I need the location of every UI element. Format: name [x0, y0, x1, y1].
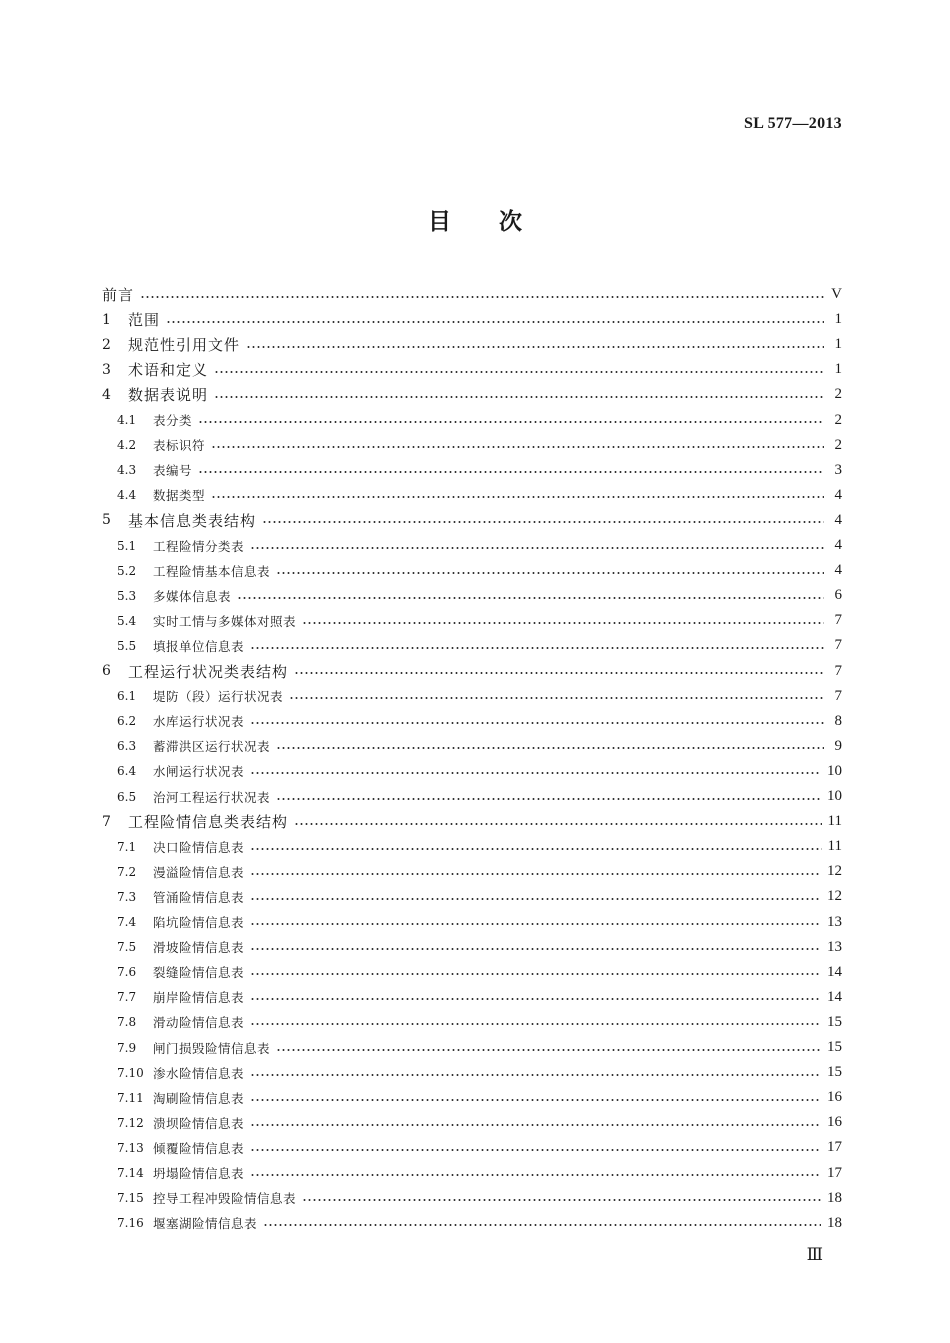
toc-entry-number: 7.10: [117, 1065, 144, 1080]
dot-leader: [140, 296, 824, 298]
toc-entry-page: 2: [834, 436, 842, 453]
toc-entry-number: 7.7: [117, 990, 137, 1005]
toc-entry-number: 6.4: [117, 764, 137, 779]
toc-entry[interactable]: [117, 1010, 842, 1035]
dot-leader: [250, 547, 824, 549]
toc-entry[interactable]: [102, 659, 842, 684]
toc-entry-label: 实时工情与多媒体对照表: [153, 613, 297, 629]
toc-entry[interactable]: [117, 583, 842, 608]
toc-entry-label: 表分类: [153, 413, 193, 428]
toc-entry[interactable]: [117, 1211, 842, 1236]
toc-entry[interactable]: [117, 1060, 842, 1085]
toc-entry[interactable]: [117, 759, 842, 784]
toc-entry-number: 7.12: [117, 1115, 144, 1130]
toc-entry-label: 溃坝险情信息表: [153, 1115, 245, 1131]
toc-entry-page: 4: [834, 511, 842, 528]
toc-entry-label: 治河工程运行状况表: [153, 789, 271, 805]
dot-leader: [250, 1149, 821, 1151]
toc-entry-page: 4: [834, 562, 842, 579]
dot-leader: [198, 421, 824, 423]
toc-entry-label: 管涌险情信息表: [153, 889, 245, 905]
dot-leader: [250, 1124, 821, 1126]
toc-entry[interactable]: [117, 458, 842, 483]
toc-entry-page: 14: [827, 988, 842, 1005]
toc-entry[interactable]: [117, 1085, 842, 1110]
toc-entry[interactable]: [117, 533, 842, 558]
toc-entry-page: 16: [827, 1089, 842, 1106]
toc-entry-page: 11: [827, 813, 842, 830]
toc-entry[interactable]: [117, 408, 842, 433]
dot-leader: [294, 672, 824, 674]
dot-leader: [294, 823, 822, 825]
toc-entry-page: 12: [827, 863, 842, 880]
toc-entry-label: 水闸运行状况表: [153, 764, 245, 780]
toc-entry-label: 堤防（段）运行状况表: [153, 689, 284, 705]
toc-entry-label: 裂缝险情信息表: [153, 965, 245, 981]
dot-leader: [250, 923, 821, 925]
toc-entry-label: 倾覆险情信息表: [153, 1140, 245, 1156]
toc-entry[interactable]: [117, 558, 842, 583]
toc-entry[interactable]: [117, 1035, 842, 1060]
toc-entry-page: 9: [834, 737, 842, 754]
toc-entry-page: 11: [827, 838, 842, 855]
toc-entry[interactable]: [117, 1186, 842, 1211]
toc-entry[interactable]: [102, 809, 842, 834]
toc-entry-number: 7.5: [117, 940, 137, 955]
toc-entry-number: 4: [102, 386, 111, 403]
toc-entry-page: 17: [827, 1139, 842, 1156]
toc-entry-page: 10: [827, 788, 842, 804]
toc-entry-number: 5: [102, 512, 111, 529]
toc-entry-page: 1: [834, 336, 842, 353]
toc-entry-page: 2: [834, 411, 842, 428]
dot-leader: [276, 798, 821, 800]
toc-entry-number: 7.1: [117, 839, 137, 854]
dot-leader: [250, 1099, 821, 1101]
toc-entry-page: 18: [827, 1214, 842, 1231]
toc-entry[interactable]: [117, 985, 842, 1010]
page-number: Ⅲ: [806, 1245, 823, 1264]
toc-entry-number: 5.5: [117, 638, 137, 653]
dot-leader: [214, 371, 824, 373]
toc-entry-label: 堰塞湖险情信息表: [153, 1216, 258, 1232]
standard-code: SL 577—2013: [744, 115, 842, 132]
toc-entry-label: 闸门损毁险情信息表: [153, 1040, 271, 1056]
toc-entry-label: 蓄滞洪区运行状况表: [153, 739, 271, 755]
dot-leader: [262, 521, 824, 523]
toc-entry-page: 7: [834, 637, 842, 654]
toc-entry[interactable]: [117, 1135, 842, 1160]
dot-leader: [250, 898, 821, 900]
toc-entry-label: 填报单位信息表: [153, 638, 245, 654]
toc-entry-number: 6.1: [117, 689, 137, 704]
toc-entry-label: 滑动险情信息表: [153, 1015, 245, 1031]
dot-leader: [289, 697, 824, 699]
dot-leader: [250, 1023, 821, 1025]
toc-entry-label: 漫溢险情信息表: [153, 864, 245, 880]
toc-entry-label: 数据类型: [153, 488, 206, 504]
toc-entry[interactable]: [117, 734, 842, 759]
toc-entry-page: 1: [834, 361, 842, 378]
toc-entry-label: 滑坡险情信息表: [153, 940, 245, 956]
dot-leader: [276, 747, 824, 749]
toc-entry-label: 工程险情基本信息表: [153, 563, 271, 579]
dot-leader: [250, 873, 821, 875]
toc-entry[interactable]: [117, 1110, 842, 1135]
toc-entry-label: 工程险情信息类表结构: [128, 813, 289, 832]
toc-entry-page: 2: [834, 386, 842, 403]
toc-entry-page: 15: [827, 1039, 842, 1055]
toc-entry[interactable]: [102, 382, 842, 407]
toc-entry-page: 15: [827, 1064, 842, 1081]
toc-entry[interactable]: [102, 332, 842, 357]
toc-entry-page: V: [831, 286, 842, 302]
dot-leader: [276, 1049, 821, 1051]
dot-leader: [166, 321, 824, 323]
toc-entry-page: 14: [827, 963, 842, 980]
toc-entry-label: 渗水险情信息表: [153, 1065, 245, 1081]
toc-entry-number: 4.3: [117, 463, 137, 478]
toc-entry[interactable]: [117, 483, 842, 508]
dot-leader: [302, 1199, 821, 1201]
toc-entry-page: 12: [827, 888, 842, 905]
dot-leader: [250, 848, 822, 850]
toc-entry-page: 16: [827, 1114, 842, 1131]
toc-entry[interactable]: [117, 834, 842, 859]
toc-entry-page: 4: [834, 486, 842, 503]
toc-entry[interactable]: [117, 433, 842, 458]
toc-entry-label: 基本信息类表结构: [128, 511, 257, 530]
toc-entry-number: 7.8: [117, 1015, 137, 1030]
toc-entry-label: 崩岸险情信息表: [153, 990, 245, 1006]
toc-entry-number: 7.15: [117, 1191, 144, 1206]
toc-entry-label: 表编号: [153, 463, 193, 479]
toc-entry-page: 7: [834, 662, 842, 679]
toc-entry-number: 7.6: [117, 965, 137, 980]
toc-entry[interactable]: [117, 709, 842, 734]
toc-entry-label: 规范性引用文件: [128, 336, 241, 355]
toc-entry-page: 18: [827, 1189, 842, 1206]
toc-entry[interactable]: [117, 884, 842, 909]
toc-entry-number: 7.16: [117, 1216, 144, 1231]
toc-entry-page: 3: [834, 461, 842, 478]
toc-entry-page: 6: [834, 587, 842, 604]
toc-entry-number: 7.11: [117, 1090, 144, 1105]
toc-entry-number: 5.1: [117, 538, 137, 553]
toc-entry-label: 决口险情信息表: [153, 839, 245, 855]
dot-leader: [276, 572, 824, 574]
toc-entry-number: 7.2: [117, 864, 137, 879]
toc-entry-number: 6: [102, 663, 111, 679]
toc-entry-label: 范围: [128, 311, 161, 330]
dot-leader: [250, 1074, 821, 1076]
toc-entry-page: 13: [827, 913, 842, 930]
toc-entry-number: 7.3: [117, 889, 137, 904]
toc-entry-label: 水库运行状况表: [153, 714, 245, 730]
toc-entry-number: 1: [102, 311, 111, 328]
toc-entry-label: 淘刷险情信息表: [153, 1090, 245, 1106]
toc-entry-number: 5.2: [117, 563, 137, 578]
toc-entry-number: 2: [102, 336, 111, 353]
toc-entry[interactable]: [117, 910, 842, 935]
toc-entry-page: 7: [834, 687, 842, 704]
toc-entry-number: 4.2: [117, 438, 137, 453]
dot-leader: [214, 396, 824, 398]
dot-leader: [250, 998, 821, 1000]
toc-entry-label: 前言: [102, 286, 135, 304]
toc-entry-number: 6.5: [117, 789, 137, 804]
toc-entry[interactable]: [102, 357, 842, 382]
dot-leader: [250, 948, 821, 950]
dot-leader: [250, 1174, 821, 1176]
toc-entry-number: 7.13: [117, 1140, 144, 1155]
toc-entry[interactable]: [117, 608, 842, 633]
dot-leader: [250, 647, 824, 649]
toc-entry-number: 7.4: [117, 915, 137, 929]
toc-entry-label: 数据表说明: [128, 386, 209, 405]
toc-entry[interactable]: [117, 935, 842, 960]
toc-entry-number: 5.4: [117, 613, 137, 628]
toc-entry[interactable]: [117, 859, 842, 884]
toc-entry-label: 坍塌险情信息表: [153, 1166, 245, 1181]
toc-entry-number: 7.14: [117, 1166, 144, 1180]
toc-entry-number: 6.2: [117, 714, 137, 729]
toc-entry-label: 控导工程冲毁险情信息表: [153, 1191, 297, 1207]
dot-leader: [250, 772, 821, 774]
toc-entry[interactable]: [117, 1161, 842, 1186]
toc-entry[interactable]: [102, 282, 842, 307]
dot-leader: [250, 722, 824, 724]
toc-entry[interactable]: [117, 784, 842, 809]
toc-entry[interactable]: [102, 307, 842, 332]
toc-entry-number: 7.9: [117, 1040, 137, 1055]
toc-entry-number: 5.3: [117, 588, 137, 603]
toc-entry-label: 术语和定义: [128, 361, 209, 380]
toc-entry-page: 10: [827, 762, 842, 779]
toc-entry-number: 6.3: [117, 739, 137, 754]
toc-entry-label: 陷坑险情信息表: [153, 915, 245, 930]
toc-entry-page: 13: [827, 938, 842, 955]
toc-entry-label: 多媒体信息表: [153, 588, 232, 604]
dot-leader: [211, 446, 824, 448]
toc-entry-number: 7: [102, 813, 111, 830]
page-title: 目次: [428, 208, 570, 235]
toc-entry-number: 3: [102, 361, 111, 378]
toc-entry[interactable]: [102, 508, 842, 533]
toc-entry-page: 1: [834, 311, 842, 328]
toc-entry-page: 17: [827, 1164, 842, 1181]
toc-entry-page: 4: [834, 537, 842, 553]
toc-entry[interactable]: [117, 633, 842, 658]
toc-entry-page: 7: [834, 612, 842, 629]
toc-entry-number: 4.4: [117, 488, 137, 503]
dot-leader: [198, 471, 824, 473]
toc-entry-label: 工程运行状况类表结构: [128, 662, 289, 681]
toc-entry-page: 15: [827, 1013, 842, 1030]
toc-entry-label: 表标识符: [153, 438, 206, 454]
toc-entry[interactable]: [117, 960, 842, 985]
dot-leader: [237, 597, 824, 599]
toc-entry-label: 工程险情分类表: [153, 538, 245, 554]
dot-leader: [211, 496, 824, 498]
dot-leader: [263, 1224, 821, 1226]
dot-leader: [246, 346, 824, 348]
toc-entry[interactable]: [117, 684, 842, 709]
dot-leader: [250, 973, 821, 975]
dot-leader: [302, 622, 824, 624]
toc-entry-number: 4.1: [117, 413, 137, 427]
toc-entry-page: 8: [834, 712, 842, 729]
